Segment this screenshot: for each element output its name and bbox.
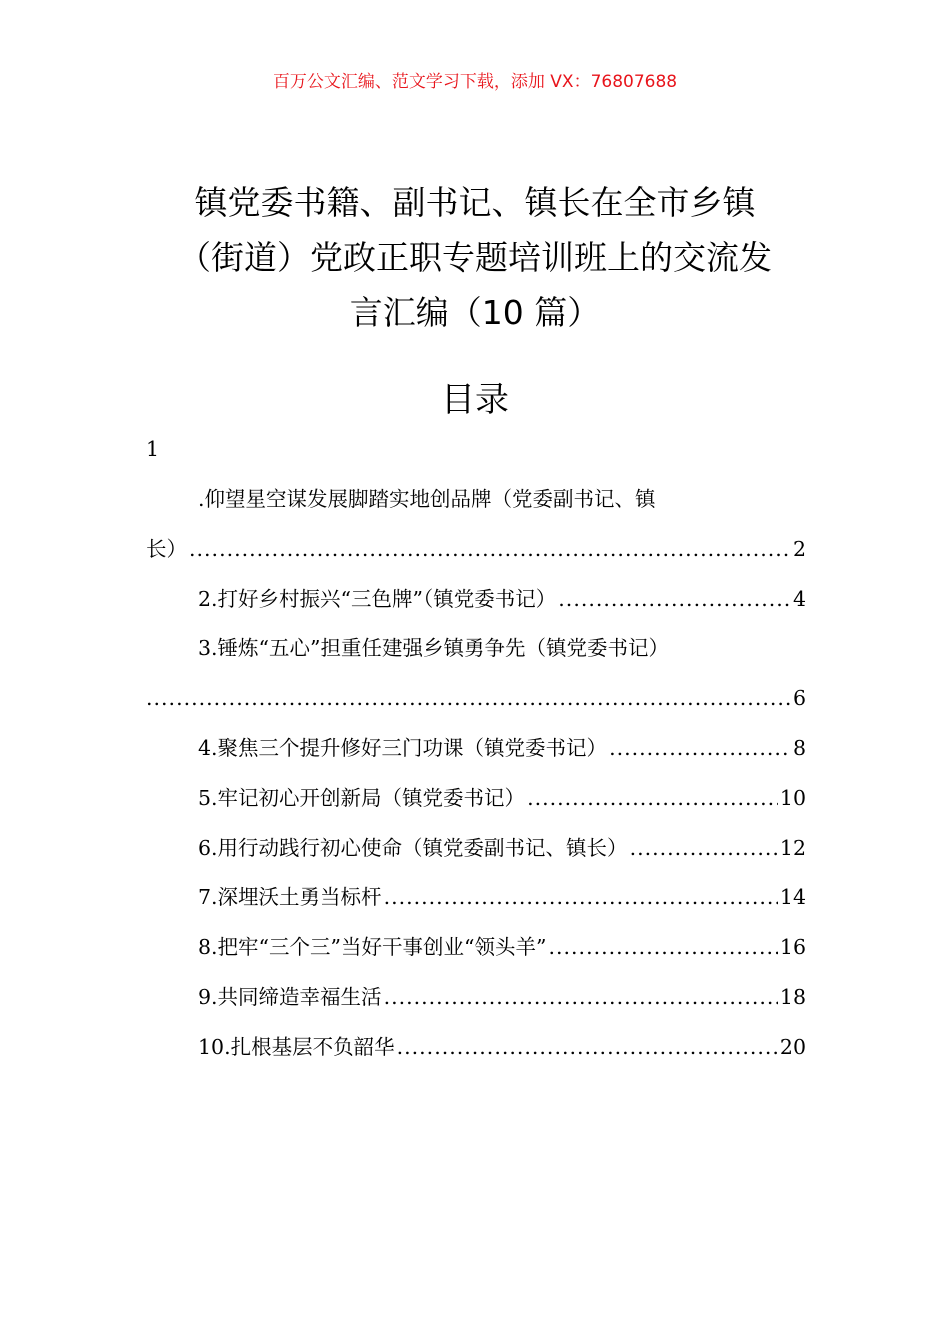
toc-item-title-cont: 长） [146, 537, 187, 561]
toc-item-1-line2[interactable] [146, 532, 806, 566]
title-line-3: 言汇编（10 篇） [349, 293, 601, 332]
toc-item-title: 3.锤炼“五心”担重任建强乡镇勇争先（镇党委书记） [198, 636, 670, 660]
toc-item-title: 5.牢记初心开创新局（镇党委书记） [198, 786, 526, 810]
toc-leader-dots [146, 681, 791, 715]
toc-item-1-line1[interactable] [198, 482, 806, 516]
toc-page-number: 18 [779, 985, 806, 1009]
toc-item-1-number[interactable] [146, 432, 806, 466]
toc-leader-dots [384, 980, 778, 1014]
toc-page-number: 20 [779, 1035, 806, 1059]
toc-page-number: 8 [792, 736, 806, 760]
toc-item-9[interactable] [198, 980, 806, 1014]
toc-leader-dots [609, 731, 791, 765]
toc-page-number: 16 [779, 935, 806, 959]
toc-item-3-line1[interactable] [198, 631, 806, 665]
toc-page-number: 6 [792, 686, 806, 710]
toc-page-number: 2 [792, 537, 806, 561]
toc-item-number: 1 [146, 437, 160, 461]
toc-page-number: 12 [779, 836, 806, 860]
toc-leader-dots [558, 582, 791, 616]
toc-item-7[interactable] [198, 880, 806, 914]
toc-item-title: 7.深埋沃土勇当标杆 [198, 885, 382, 909]
toc-leader-dots [397, 1030, 778, 1064]
toc-item-3-line2[interactable] [146, 681, 806, 715]
toc-item-title: 8.把牢“三个三”当好干事创业“领头羊” [198, 935, 547, 959]
toc-page-number: 14 [779, 885, 806, 909]
title-line-2: （街道）党政正职专题培训班上的交流发 [178, 238, 772, 277]
header-text: 百万公文汇编、范文学习下载，添加 VX：76807688 [272, 72, 678, 92]
toc-page-number: 10 [779, 786, 806, 810]
toc-item-8[interactable] [198, 930, 806, 964]
toc-item-5[interactable] [198, 781, 806, 815]
toc-item-4[interactable] [198, 731, 806, 765]
toc-leader-dots [189, 532, 791, 566]
toc-leader-dots [548, 930, 777, 964]
toc-item-title: 4.聚焦三个提升修好三门功课（镇党委书记） [198, 736, 608, 760]
toc-page-number: 4 [792, 587, 806, 611]
toc-leader-dots [527, 781, 778, 815]
toc-item-title: 6.用行动践行初心使命（镇党委副书记、镇长） [198, 836, 628, 860]
toc-item-6[interactable] [198, 831, 806, 865]
toc-item-title: 2.打好乡村振兴“三色牌”（镇党委书记） [198, 587, 557, 611]
toc-item-10[interactable] [198, 1030, 806, 1064]
toc-item-title: 10.扎根基层不负韶华 [198, 1035, 395, 1059]
toc-item-title: 9.共同缔造幸福生活 [198, 985, 382, 1009]
toc-item-title: .仰望星空谋发展脚踏实地创品牌（党委副书记、镇 [198, 487, 656, 511]
document-title [150, 175, 800, 340]
watermark-header [0, 68, 950, 96]
title-line-1: 镇党委书籍、副书记、镇长在全市乡镇 [194, 183, 756, 222]
toc-leader-dots [384, 880, 778, 914]
toc-leader-dots [630, 831, 778, 865]
toc-item-2[interactable] [198, 582, 806, 616]
toc-heading: 目录 [441, 380, 509, 420]
